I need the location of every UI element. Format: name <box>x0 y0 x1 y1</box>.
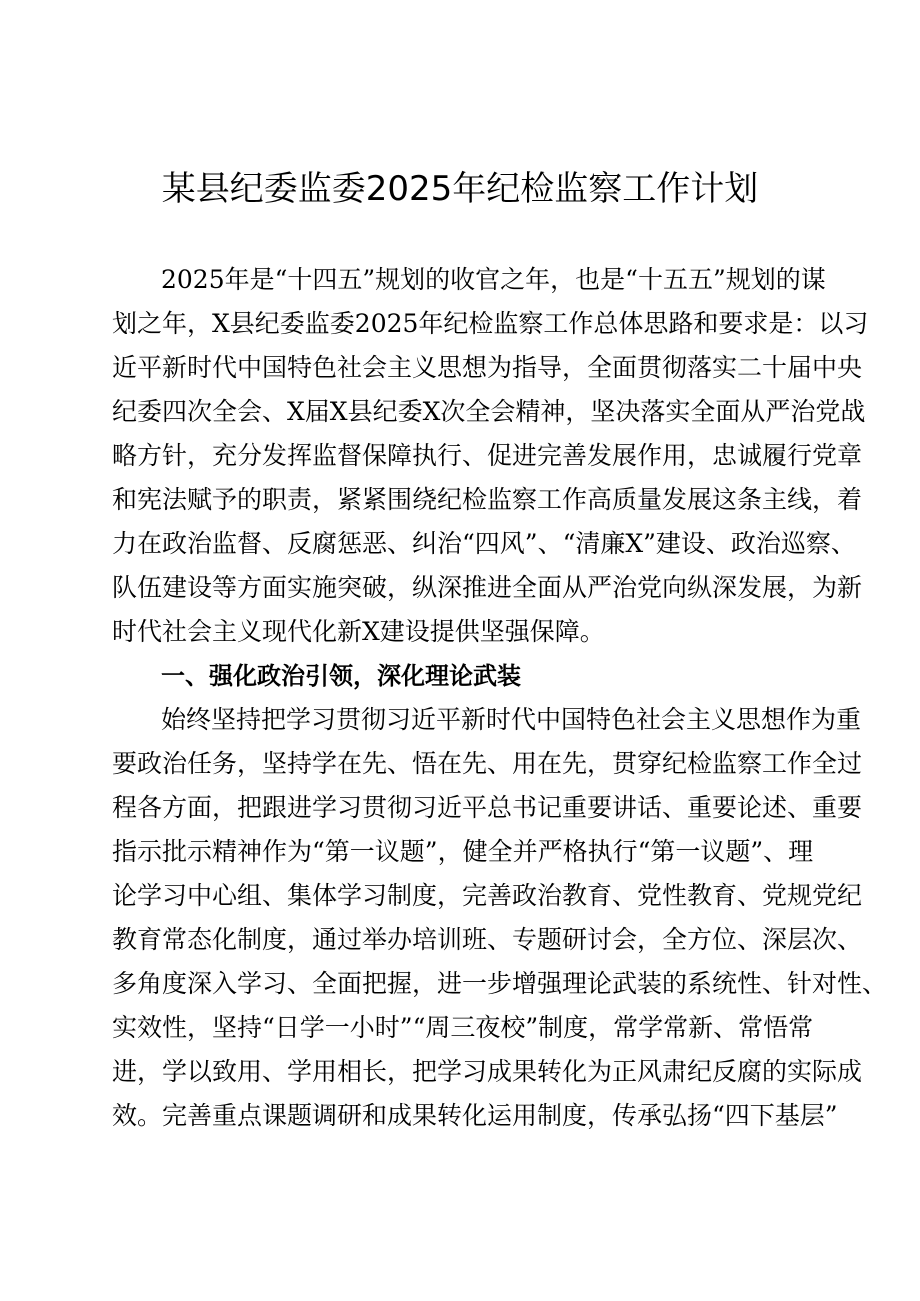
paragraph-1-line-2: 划之年，X县纪委监委2025年纪检监察工作总体思路和要求是：以习 <box>112 309 869 338</box>
section-1-heading: 一、强化政治引领，深化理论武装 <box>161 662 521 690</box>
paragraph-2-line-1: 始终坚持把学习贯彻习近平新时代中国特色社会主义思想作为重 <box>161 705 862 734</box>
paragraph-1-line-4: 纪委四次全会、X届X县纪委X次全会精神，坚决落实全面从严治党战 <box>112 397 866 426</box>
paragraph-2-line-3: 程各方面，把跟进学习贯彻习近平总书记重要讲话、重要论述、重要 <box>112 793 863 822</box>
paragraph-2-line-7: 多角度深入学习、全面把握，进一步增强理论武装的系统性、针对性、 <box>112 969 888 998</box>
paragraph-1-line-8: 队伍建设等方面实施突破，纵深推进全面从严治党向纵深发展，为新 <box>112 573 863 602</box>
paragraph-1-line-1: 2025年是“十四五”规划的收官之年，也是“十五五”规划的谋 <box>161 265 826 294</box>
paragraph-2-line-5: 论学习中心组、集体学习制度，完善政治教育、党性教育、党规党纪 <box>112 881 863 910</box>
document-title: 某县纪委监委2025年纪检监察工作计划 <box>161 169 759 209</box>
paragraph-1-line-7: 力在政治监督、反腐惩恶、纠治“四风”、“清廉X”建设、政治巡察、 <box>112 529 856 558</box>
paragraph-2-line-4: 指示批示精神作为“第一议题”，健全并严格执行“第一议题”、理 <box>112 837 814 866</box>
paragraph-1-line-3: 近平新时代中国特色社会主义思想为指导，全面贯彻落实二十届中央 <box>112 353 863 382</box>
paragraph-2-line-6: 教育常态化制度，通过举办培训班、专题研讨会，全方位、深层次、 <box>112 925 863 954</box>
paragraph-1-line-5: 略方针，充分发挥监督保障执行、促进完善发展作用，忠诚履行党章 <box>112 441 863 470</box>
paragraph-1-line-6: 和宪法赋予的职责，紧紧围绕纪检监察工作高质量发展这条主线，着 <box>112 485 863 514</box>
paragraph-2-line-10: 效。完善重点课题调研和成果转化运用制度，传承弘扬“四下基层” <box>112 1101 838 1130</box>
paragraph-1-line-9: 时代社会主义现代化新X建设提供坚强保障。 <box>112 617 605 646</box>
paragraph-2-line-9: 进，学以致用、学用相长，把学习成果转化为正风肃纪反腐的实际成 <box>112 1057 863 1086</box>
paragraph-2-line-8: 实效性，坚持“日学一小时”“周三夜校”制度，常学常新、常悟常 <box>112 1013 814 1042</box>
paragraph-2-line-2: 要政治任务，坚持学在先、悟在先、用在先，贯穿纪检监察工作全过 <box>112 749 863 778</box>
